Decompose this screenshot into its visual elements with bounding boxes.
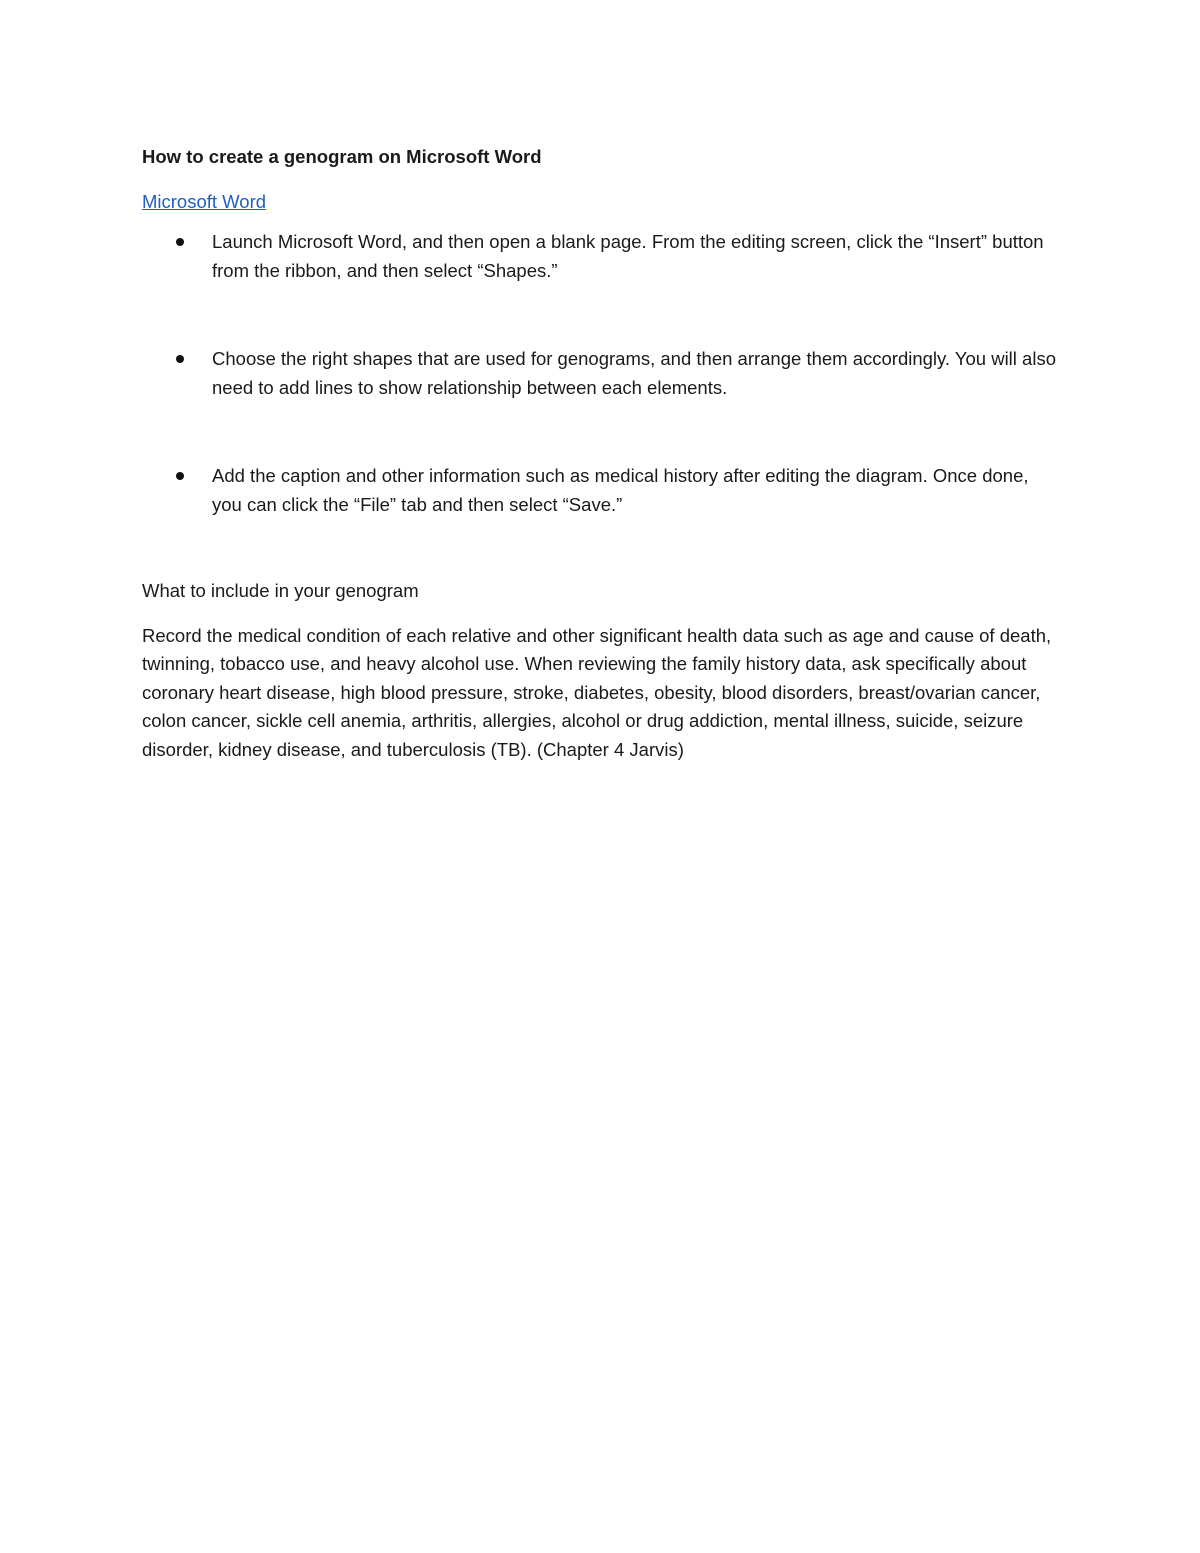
- bullet-icon: [176, 355, 184, 363]
- list-item: [142, 228, 1062, 285]
- body-paragraph: Record the medical condition of each relative and other significant health data such as age and cause of death, twinning, tobacco use, and heavy alcohol use. When reviewing the family history data, ask specifically about coronary heart disease, high blood pressure, stroke, diabetes, obesity, blood disorders, breast/ovarian cancer, colon cancer, sickle cell anemia, arthritis, allergies, alcohol or drug addiction, mental illness, suicide, seizure disorder, kidney disease, and tuberculosis (TB). (Chapter 4 Jarvis): [142, 624, 1052, 760]
- microsoft-word-link[interactable]: Microsoft Word: [142, 190, 267, 212]
- bullet-icon: [176, 472, 184, 480]
- step-text: Launch Microsoft Word, and then open a blank page. From the editing screen, click the “Insert” button from the ribbon, and then select “Shapes.”: [212, 231, 1044, 281]
- list-item: [142, 462, 1062, 519]
- document-title: How to create a genogram on Microsoft Word: [142, 146, 542, 167]
- document-body: [142, 143, 1062, 764]
- section-heading: What to include in your genogram: [142, 580, 419, 601]
- steps-list: [142, 228, 1062, 519]
- list-item: [142, 345, 1062, 402]
- bullet-icon: [176, 238, 184, 246]
- step-text: Choose the right shapes that are used for genograms, and then arrange them accordingly. You will also need to add lines to show relationship between each elements.: [212, 348, 1056, 398]
- step-text: Add the caption and other information such as medical history after editing the diagram. Once done, you can click the “File” tab and then select “Save.”: [212, 465, 1029, 515]
